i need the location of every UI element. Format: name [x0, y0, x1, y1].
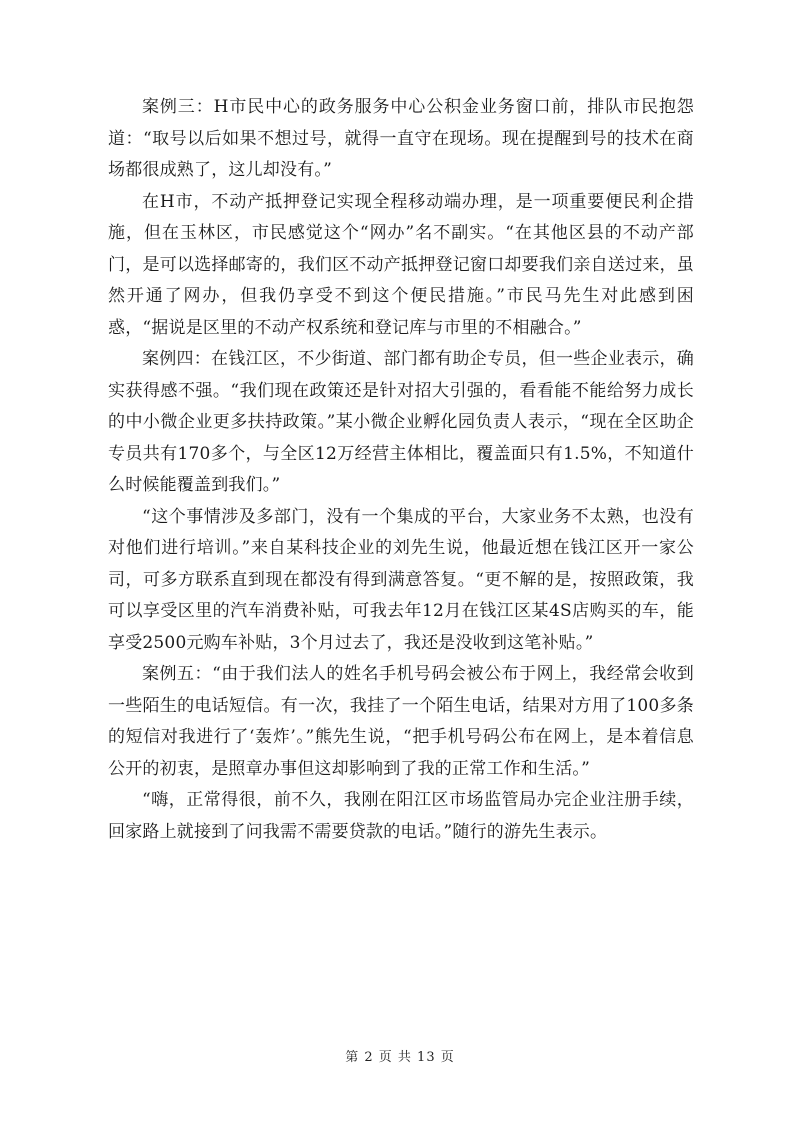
- document-body: [108, 92, 694, 848]
- paragraph-mr-liu: “这个事情涉及多部门，没有一个集成的平台，大家业务不太熟，也没有对他们进行培训。”来自某科技企业的刘先生说，他最近想在钱江区开一家公司，可多方联系直到现在都没有得到满意答复。“更不解的是，按照政策，我可以享受区里的汽车消费补贴，可我去年12月在钱江区某4S店购买的车，能享受2500元购车补贴，3个月过去了，我还是没收到这笔补贴。”: [108, 506, 694, 653]
- paragraph-case-4: 案例四：在钱江区，不少街道、部门都有助企专员，但一些企业表示，确实获得感不强。“我们现在政策还是针对招大引强的，看看能不能给努力成长的中小微企业更多扶持政策。”某小微企业孵化园负责人表示，“现在全区助企专员共有170多个，与全区12万经营主体相比，覆盖面只有1.5%，不知道什么时候能覆盖到我们。”: [108, 349, 694, 495]
- paragraph-yulin-district: 在H市，不动产抵押登记实现全程移动端办理，是一项重要便民利企措施，但在玉林区，市民感觉这个“网办”名不副实。“在其他区县的不动产部门，是可以选择邮寄的，我们区不动产抵押登记窗口却要我们亲自送过来，虽然开通了网办，但我仍享受不到这个便民措施。”市民马先生对此感到困惑，“据说是区里的不动产权系统和登记库与市里的不相融合。”: [108, 191, 694, 338]
- paragraph-case-3: 案例三：H市民中心的政务服务中心公积金业务窗口前，排队市民抱怨道：“取号以后如果不想过号，就得一直守在现场。现在提醒到号的技术在商场都很成熟了，这儿却没有。”: [108, 97, 694, 180]
- page-number-footer: 第 2 页 共 13 页: [345, 1050, 455, 1065]
- paragraph-mr-you: “嗨，正常得很，前不久，我刚在阳江区市场监管局办完企业注册手续，回家路上就接到了问我需不需要贷款的电话。”随行的游先生表示。: [108, 790, 694, 842]
- paragraph-case-5: 案例五：“由于我们法人的姓名手机号码会被公布于网上，我经常会收到一些陌生的电话短信。有一次，我挂了一个陌生电话，结果对方用了100多条的短信对我进行了‘轰炸’。”熊先生说，“把手机号码公布在网上，是本着信息公开的初衷，是照章办事但这却影响到了我的正常工作和生活。”: [108, 664, 694, 779]
